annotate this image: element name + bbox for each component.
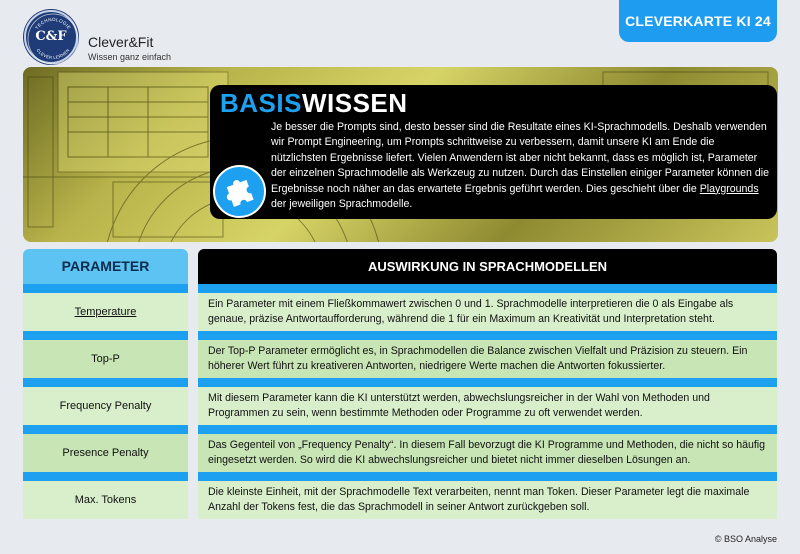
card-label-tab: CLEVERKARTE KI 24 [619, 0, 777, 42]
brand-name: Clever&Fit [88, 34, 154, 50]
parameter-description: Das Gegenteil von „Frequency Penalty“. In diesem Fall bevorzugt die KI Programme und Methoden, die nicht so häufig eingesetzt werden. So wird die KI abwechslungsreicher und bietet nicht immer dieselben Lösungen an. [198, 434, 777, 472]
effect-column-header: AUSWIRKUNG IN SPRACHMODELLEN [198, 249, 777, 284]
parameter-description: Der Top-P Parameter ermöglicht es, in Sprachmodellen die Balance zwischen Vielfalt und Präzision zu steuern. Ein höherer Wert führt zu kreativeren Antworten, niedrigere Werte machen die Antworten fokussierter. [198, 340, 777, 378]
row-separator [23, 331, 188, 340]
row-separator [23, 284, 188, 293]
info-text-after-link: der jeweiligen Sprachmodelle. [271, 198, 413, 211]
parameter-name: Frequency Penalty [23, 387, 188, 425]
row-separator [198, 331, 777, 340]
playgrounds-link[interactable]: Playgrounds [699, 182, 759, 195]
logo-monogram: C&F [35, 29, 67, 44]
logo-ring-bottom: CLEVER LERNEN [35, 47, 71, 61]
parameter-description: Mit diesem Parameter kann die KI unterstützt werden, abwechslungsreicher in der Wahl von Methoden und Programmen zu sein, wenn bestimmte Methoden oder Programme zu oft verwendet werden. [198, 387, 777, 425]
logo-ring-top: TECHNOLOGIE [34, 16, 72, 31]
brand [88, 34, 171, 62]
info-text [271, 120, 771, 212]
parameter-name: Temperature [23, 293, 188, 331]
info-title [220, 88, 408, 119]
row-separator [198, 425, 777, 434]
copyright: © BSO Analyse [714, 534, 777, 544]
row-separator [23, 425, 188, 434]
info-title-accent: BASIS [220, 88, 302, 118]
parameter-name: Presence Penalty [23, 434, 188, 472]
row-separator [198, 472, 777, 481]
row-separator [23, 378, 188, 387]
row-separator [23, 472, 188, 481]
row-separator [198, 378, 777, 387]
brand-tagline: Wissen ganz einfach [88, 52, 172, 62]
row-separator [198, 284, 777, 293]
logo [24, 10, 78, 64]
puzzle-icon [213, 165, 266, 218]
parameter-description: Die kleinste Einheit, mit der Sprachmodelle Text verarbeiten, nennt man Token. Dieser Parameter legt die maximale Anzahl der Tokens fest, die das Sprachmodell in seiner Antwort zurückgeben soll. [198, 481, 777, 519]
svg-text:CLEVER LERNEN [36, 48, 71, 60]
parameter-column-header: PARAMETER [23, 249, 188, 284]
info-title-rest: WISSEN [301, 88, 408, 118]
parameter-description: Ein Parameter mit einem Fließkommawert zwischen 0 und 1. Sprachmodelle interpretieren die 0 als Eingabe als genaue, präzise Antwortaufforderung, während die 1 für ein Maximum an Kreativität und Interpretation steht. [198, 293, 777, 331]
info-text-before-link: Je besser die Prompts sind, desto besser sind die Resultate eines KI-Sprachmodells. Deshalb verwenden wir Prompt Engineering, um Prompts schrittweise zu verbessern, damit unsere KI am Ende die nützlichsten Ergebnisse liefert. Vielen Anwendern ist aber nicht bekannt, dass es möglich ist, Parameter der einzelnen Sprachmodelle als Werkzeug zu nutzen. Durch das Einstellen einiger Parameter können die Ergebnisse noch näher an das erwartete Ergebnis geführt werden. Dies geschieht über die [271, 121, 769, 195]
parameter-name: Max. Tokens [23, 481, 188, 519]
parameter-name: Top-P [23, 340, 188, 378]
